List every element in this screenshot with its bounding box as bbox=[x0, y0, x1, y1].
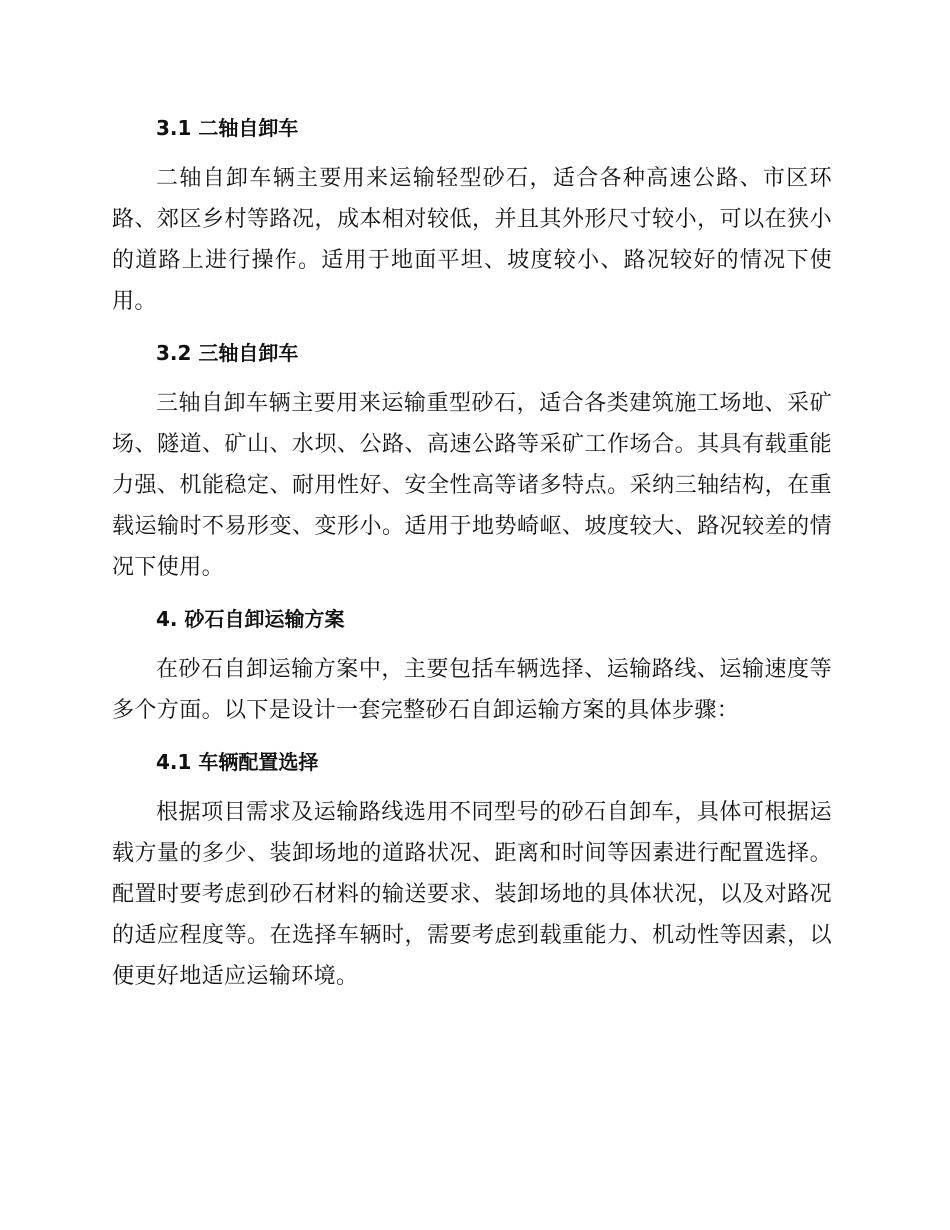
section-heading-3-1: 3.1 二轴自卸车 bbox=[156, 116, 299, 140]
section-heading-4: 4. 砂石自卸运输方案 bbox=[156, 607, 345, 631]
section-paragraph-3-1: 二轴自卸车辆主要用来运输轻型砂石，适合各种高速公路、市区环路、郊区乡村等路况，成本相对较低，并且其外形尺寸较小，可以在狭小的道路上进行操作。适用于地面平坦、坡度较小、路况较好的情况下使用。 bbox=[112, 166, 832, 314]
section-paragraph-4-1: 根据项目需求及运输路线选用不同型号的砂石自卸车，具体可根据运载方量的多少、装卸场地的道路状况、距离和时间等因素进行配置选择。配置时要考虑到砂石材料的输送要求、装卸场地的具体状况，以及对路况的适应程度等。在选择车辆时，需要考虑到载重能力、机动性等因素，以便更好地适应运输环境。 bbox=[112, 800, 832, 989]
section-heading-3-2: 3.2 三轴自卸车 bbox=[156, 341, 299, 365]
section-paragraph-4: 在砂石自卸运输方案中，主要包括车辆选择、运输路线、运输速度等多个方面。以下是设计一套完整砂石自卸运输方案的具体步骤： bbox=[112, 657, 832, 723]
document-page bbox=[112, 108, 832, 997]
section-paragraph-3-2: 三轴自卸车辆主要用来运输重型砂石，适合各类建筑施工场地、采矿场、隧道、矿山、水坝、公路、高速公路等采矿工作场合。其具有载重能力强、机能稳定、耐用性好、安全性高等诸多特点。采纳三轴结构，在重载运输时不易形变、变形小。适用于地势崎岖、坡度较大、路况较差的情况下使用。 bbox=[112, 391, 832, 580]
section-heading-4-1: 4.1 车辆配置选择 bbox=[156, 750, 319, 774]
